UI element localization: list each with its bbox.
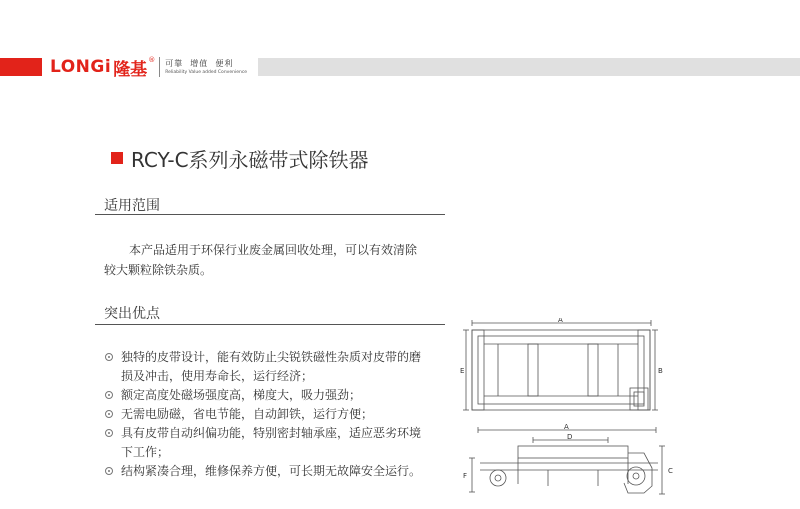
header-gray-bar	[258, 58, 800, 76]
header-accent-bar	[0, 58, 42, 76]
list-item-line: 损及冲击，使用寿命长，运行经济；	[121, 369, 314, 383]
dimension-label: A	[558, 318, 563, 324]
list-item	[105, 348, 445, 386]
logo-divider	[159, 57, 160, 77]
list-item-line: 额定高度处磁场强度高，梯度大，吸力强劲；	[121, 388, 362, 402]
application-text	[104, 240, 434, 280]
application-line: 本产品适用于环保行业废金属回收处理，可以有效清除	[129, 243, 418, 257]
page-title: RCY-C系列永磁带式除铁器	[131, 148, 369, 172]
slogan-cn: 可靠 增值 便利	[165, 58, 234, 68]
dimension-label: C	[668, 467, 673, 475]
list-item	[105, 424, 445, 462]
list-item-line: 下工作；	[121, 445, 170, 459]
brand-name-en: LONGi	[50, 57, 112, 77]
list-item	[105, 386, 445, 405]
list-item	[105, 405, 445, 424]
list-item-line: 具有皮带自动纠偏功能，特别密封轴承座，适应恶劣环境	[121, 426, 422, 440]
bullet-icon	[105, 410, 113, 418]
bullet-icon	[105, 353, 113, 361]
list-item-line: 结构紧凑合理，维修保养方便，可长期无故障安全运行。	[121, 464, 422, 478]
technical-drawing	[458, 318, 688, 508]
dimension-label: D	[567, 433, 573, 441]
application-rule	[95, 214, 445, 215]
dimension-label: A	[564, 423, 569, 431]
bullet-icon	[105, 429, 113, 437]
bullet-icon	[105, 467, 113, 475]
brand-logo	[50, 54, 247, 80]
highlights-rule	[95, 324, 445, 325]
title-square-icon	[111, 152, 123, 164]
dimension-label: B	[658, 367, 663, 375]
highlights-heading: 突出优点	[104, 306, 160, 322]
list-item	[105, 462, 445, 481]
list-item-line: 独特的皮带设计，能有效防止尖锐铁磁性杂质对皮带的磨	[121, 350, 422, 364]
brand-name-cn: 隆基	[113, 59, 148, 80]
registered-mark: ®	[148, 56, 156, 64]
bullet-icon	[105, 391, 113, 399]
application-heading: 适用范围	[104, 198, 160, 214]
dimension-label: E	[460, 367, 465, 375]
list-item-line: 无需电励磁，省电节能，自动卸铁，运行方便；	[121, 407, 374, 421]
slogan-en: Reliability Value added Convenience	[165, 69, 248, 75]
brand-slogan	[165, 59, 247, 76]
application-line: 较大颗粒除铁杂质。	[104, 263, 213, 277]
dimension-label: F	[463, 472, 468, 480]
highlights-list	[105, 348, 445, 481]
